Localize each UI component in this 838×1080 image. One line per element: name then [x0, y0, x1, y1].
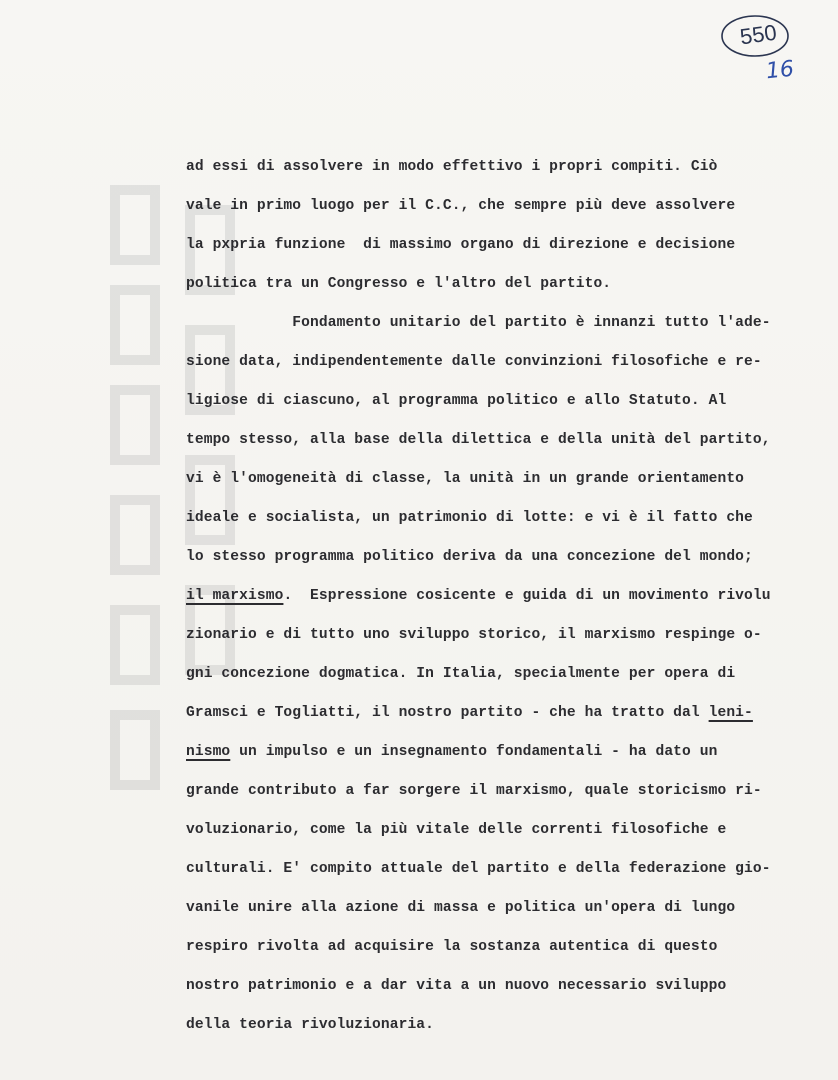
text-line [186, 889, 838, 928]
text-line [186, 265, 838, 304]
circled-archive-stamp [700, 8, 820, 88]
line-text: tempo stesso, alla base della dilettica e della unità del partito, [186, 432, 771, 448]
line-text: della teoria rivoluzionaria. [186, 1017, 435, 1033]
text-line [186, 148, 838, 187]
line-text: lo stesso programma politico deriva da una concezione del mondo; [186, 549, 753, 565]
underlined-text: leni- [708, 705, 753, 721]
text-line [186, 772, 838, 811]
text-line [186, 499, 838, 538]
text-line [186, 655, 838, 694]
text-line [186, 460, 838, 499]
page-annotations [700, 8, 820, 88]
text-line [186, 733, 838, 772]
line-text: zionario e di tutto uno sviluppo storico, il marxismo respinge o- [186, 627, 762, 643]
text-line [186, 343, 838, 382]
text-line [186, 382, 838, 421]
text-line [186, 538, 838, 577]
text-line [186, 928, 838, 967]
page-number: 16 [764, 56, 796, 85]
line-text: nostro patrimonio e a dar vita a un nuovo necessario sviluppo [186, 978, 727, 994]
line-text: ideale e socialista, un patrimonio di lotte: e vi è il fatto che [186, 510, 753, 526]
line-text: un impulso e un insegnamento fondamentali - ha dato un [230, 744, 718, 760]
line-text: la pxpria funzione di massimo organo di direzione e decisione [186, 237, 736, 253]
document-body [186, 148, 838, 1045]
line-text: culturali. E' compito attuale del partito e della federazione gio- [186, 861, 771, 877]
line-text: grande contributo a far sorgere il marxismo, quale storicismo ri- [186, 783, 762, 799]
text-line [186, 694, 838, 733]
text-line [186, 1006, 838, 1045]
underlined-text: il marxismo [186, 588, 284, 604]
line-text: Gramsci e Togliatti, il nostro partito - che ha tratto dal [186, 705, 709, 721]
line-text: ligiose di ciascuno, al programma politico e allo Statuto. Al [186, 393, 727, 409]
text-line [186, 850, 838, 889]
line-text: sione data, indipendentemente dalle convinzioni filosofiche e re- [186, 354, 762, 370]
line-text: vale in primo luogo per il C.C., che sempre più deve assolvere [186, 198, 736, 214]
line-text: vanile unire alla azione di massa e politica un'opera di lungo [186, 900, 736, 916]
text-line [186, 967, 838, 1006]
archive-number: 550 [738, 19, 779, 50]
line-text: ad essi di assolvere in modo effettivo i propri compiti. Ciò [186, 159, 718, 175]
text-line [186, 616, 838, 655]
text-line [186, 304, 838, 343]
line-text: gni concezione dogmatica. In Italia, specialmente per opera di [186, 666, 736, 682]
underlined-text: nismo [186, 744, 231, 760]
line-text: voluzionario, come la più vitale delle correnti filosofiche e [186, 822, 727, 838]
line-text: politica tra un Congresso e l'altro del partito. [186, 276, 612, 292]
line-text: . Espressione cosicente e guida di un movimento rivolu [283, 588, 771, 604]
text-line [186, 577, 838, 616]
text-line [186, 421, 838, 460]
line-text: vi è l'omogeneità di classe, la unità in un grande orientamento [186, 471, 745, 487]
line-text: respiro rivolta ad acquisire la sostanza autentica di questo [186, 939, 718, 955]
line-text: Fondamento unitario del partito è innanzi tutto l'ade- [186, 315, 771, 331]
text-line [186, 187, 838, 226]
text-line [186, 226, 838, 265]
text-line [186, 811, 838, 850]
